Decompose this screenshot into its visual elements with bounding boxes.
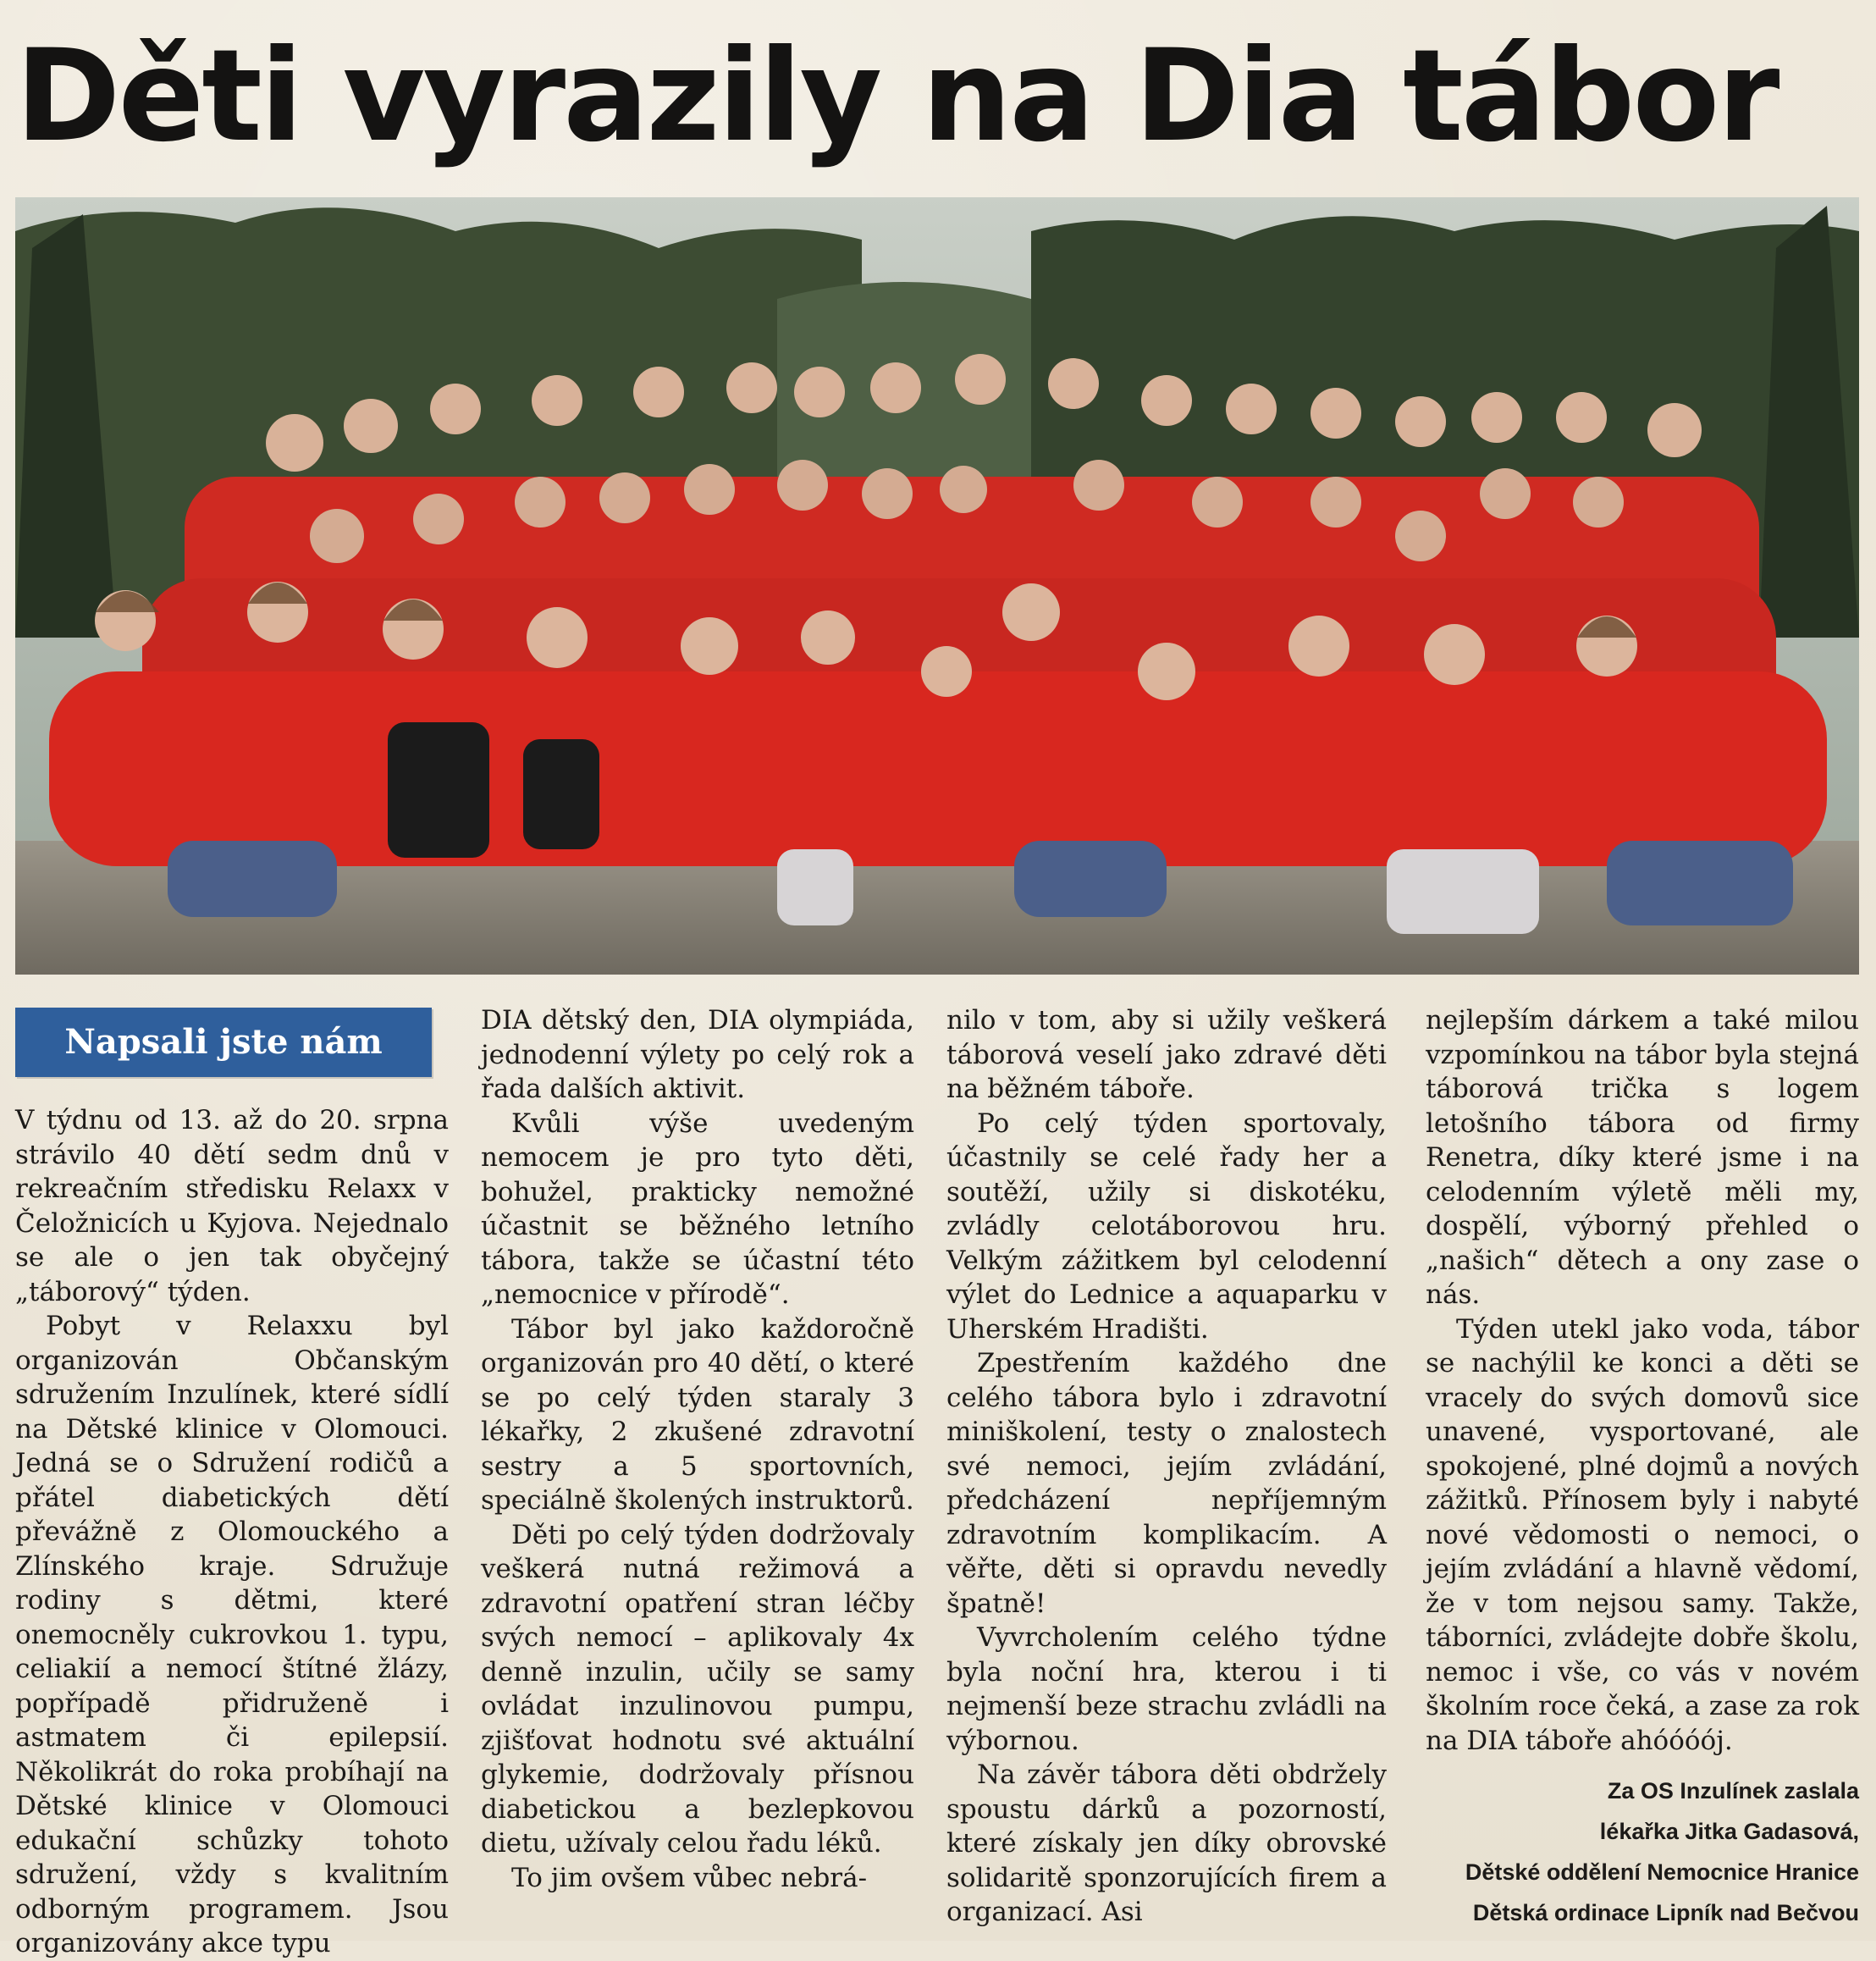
paragraph: Tábor byl jako každoročně organizován pro 40 dětí, o které se po celý týden staraly 3 lékařky, 2 zkušené zdravotní sestry a 5 sportovních, speciálně školených instruktorů. [481,1313,914,1516]
article-column-1 [15,1103,449,1961]
article-column-3 [946,1003,1387,1930]
section-label: Napsali jste nám [15,1008,432,1077]
paragraph: nejlepším dárkem a také milou vzpomínkou na tábor byla stejná táborová trička s logem letošního tábora od firmy Renetra, díky které jsme i na celodenním výletě měli my, dospělí, výborný přehled o „našich“ dětech a ony zase o nás. [1426,1005,1859,1310]
group-photo [15,197,1859,975]
article-column-4 [1426,1003,1859,1758]
paragraph: nilo v tom, aby si užily veškerá táborová veselí jako zdravé děti na běžném táboře. [946,1005,1387,1104]
article-column-2 [481,1003,914,1895]
paragraph: Děti po celý týden dodržovaly veškerá nutná režimová a zdravotní opatření stran léčby svých nemocí – aplikovaly 4x denně inzulin, učily se samy ovládat inzulinovou pumpu, zjišťovat hodnotu své aktuální glykemie, dodržovaly přísnou diabetickou a bezlepkovou dietu, užívaly celou řadu léků. [481,1519,914,1859]
paragraph: Týden utekl jako voda, tábor se nachýlil ke konci a děti se vracely do svých domovů sice unavené, vysportované, ale spokojené, plné dojmů a nových zážitků. Přínosem byly i nabyté nové vědomosti o nemoci, o jejím zvládání a hlavně vědomí, že v tom nejsou samy. Takže, táborníci, zvládejte dobře školu, nemoc i vše, co vás v novém školním roce čeká, a zase za rok na DIA táboře ahóóóój. [1426,1313,1859,1756]
paragraph: V týdnu od 13. až do 20. srpna strávilo 40 dětí sedm dnů v rekreačním středisku Relaxx v Čeložnicích u Kyjova. Nejednalo se ale o jen tak obyčejný „táborový“ týden. [15,1105,449,1307]
paragraph: Po celý týden sportovaly, účastnily se celé řady her a soutěží, užily si diskotéku, zvládly celotáborovou hru. Velkým zážitkem byl celodenní výlet do Lednice a aquaparku v Uherském Hradišti. [946,1108,1387,1345]
paragraph: Kvůli výše uvedeným nemocem je pro tyto děti, bohužel, prakticky nemožné účastnit se běžného letního tábora, takže se účastní této „nemocnice v přírodě“. [481,1108,914,1310]
paragraph: Na závěr tábora děti obdržely spoustu dárků a pozorností, které získaly jen díky obrovské solidaritě sponzorujících firem a organizací. Asi [946,1759,1387,1927]
group-photo-icon [15,197,1859,975]
paragraph: Vyvrcholením celého týdne byla noční hra, kterou i ti nejmenší beze strachu zvládli na výbornou. [946,1622,1387,1756]
signature-line: Dětská ordinace Lipník nad Bečvou [1472,1900,1859,1925]
paragraph: Zpestřením každého dne celého tábora bylo i zdravotní miniškolení, testy o znalostech své nemoci, jejím zvládání, předcházení nepříjemným zdravotním komplikacím. A věřte, děti si opravdu nevedly špatně! [946,1348,1387,1619]
signature-line: lékařka Jitka Gadasová, [1599,1819,1859,1844]
paragraph: DIA dětský den, DIA olympiáda, jednodenní výlety po celý rok a řada dalších aktivit. [481,1005,914,1104]
signature-line: Dětské oddělení Nemocnice Hranice [1465,1859,1859,1885]
paragraph: To jim ovšem vůbec nebrá- [511,1862,868,1893]
signature-line: Za OS Inzulínek zaslala [1607,1778,1859,1804]
headline: Děti vyrazily na Dia tábor [15,23,1778,170]
paragraph: Pobyt v Relaxxu byl organizován Občanským sdružením Inzulínek, které sídlí na Dětské klinice v Olomouci. Jedná se o Sdružení rodičů a přátel diabetických dětí převážně z Olomouckého a Zlínského kraje. Sdružuje rodiny s dětmi, které onemocněly cukrovkou 1. typu, celiakií a nemocí štítné žlázy, popřípadě přidruženě i astmatem či epilepsií. Několikrát do roka probíhají na Dětské klinice v Olomouci edukační schůzky tohoto sdružení, vždy s kvalitním odborným programem. Jsou organizovány akce typu [15,1311,449,1958]
